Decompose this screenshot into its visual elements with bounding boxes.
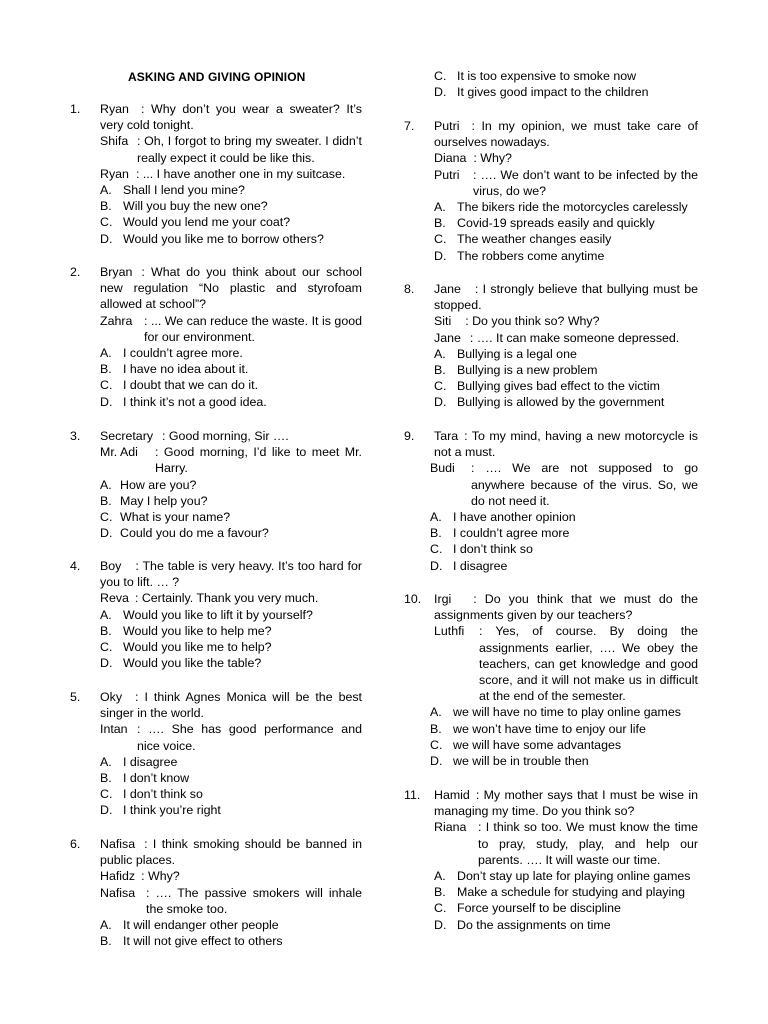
option-letter: A. [100, 183, 112, 198]
option-letter: C. [434, 901, 447, 916]
speaker-name: Intan [100, 722, 128, 737]
option-text: I don’t know [123, 771, 190, 786]
option-text: Force yourself to be discipline [457, 901, 621, 916]
question-5 [70, 689, 362, 819]
option-a[interactable] [100, 754, 362, 770]
speaker-name: Nafisa [100, 837, 136, 851]
option-letter: A. [434, 869, 446, 884]
speaker-name: Tara [434, 429, 459, 443]
dialogue-line [100, 689, 362, 721]
option-letter: D. [100, 526, 113, 541]
option-letter: D. [100, 656, 113, 671]
utterance: : I strongly believe that bullying must be stopped. [434, 282, 698, 313]
dialogue-line [434, 118, 698, 150]
option-letter: C. [100, 640, 113, 655]
option-letter: D. [434, 248, 447, 263]
option-text: Could you do me a favour? [120, 526, 269, 541]
speaker-name: Jane [434, 282, 461, 296]
question-number: 6. [70, 837, 81, 851]
option-letter: D. [434, 85, 447, 100]
speaker-name: Zahra [100, 313, 133, 328]
option-letter: C. [100, 787, 113, 802]
option-text: I couldn’t agree more [453, 526, 570, 541]
speaker-name: Secretary [100, 429, 154, 443]
option-a[interactable] [100, 607, 362, 623]
question-number: 9. [404, 429, 415, 443]
option-letter: C. [100, 378, 113, 393]
dialogue-line [100, 721, 362, 753]
option-d[interactable] [100, 525, 362, 541]
dialogue-line [100, 444, 362, 476]
option-letter: A. [100, 918, 112, 933]
option-b[interactable] [100, 361, 362, 377]
speaker-name: Riana [434, 820, 467, 835]
option-letter: B. [100, 771, 112, 786]
option-text: I think it’s not a good idea. [123, 394, 267, 409]
speaker-name: Hamid [434, 788, 470, 802]
option-letter: B. [100, 362, 112, 377]
option-text: Covid-19 spreads easily and quickly [457, 216, 655, 231]
option-text: The bikers ride the motorcycles carelessly [457, 200, 688, 215]
option-text: Would you like me to borrow others? [123, 231, 324, 246]
dialogue-line [100, 166, 362, 182]
question-1 [70, 101, 362, 247]
option-letter: A. [430, 705, 442, 720]
question-11 [404, 787, 698, 933]
question-6-continued [404, 68, 698, 100]
dialogue-line [434, 330, 698, 346]
question-6 [70, 836, 362, 949]
utterance: : I think Agnes Monica will be the best singer in the world. [100, 690, 362, 721]
option-text: It will endanger other people [123, 918, 279, 933]
option-c[interactable] [100, 639, 362, 655]
question-number: 3. [70, 429, 81, 443]
question-number: 4. [70, 559, 81, 573]
option-text: we will have some advantages [453, 737, 622, 752]
option-text: we will have no time to play online games [453, 705, 681, 720]
speaker-name: Putri [434, 167, 460, 182]
option-letter: A. [100, 607, 112, 622]
option-letter: B. [100, 199, 112, 214]
option-d[interactable] [434, 917, 698, 933]
option-b[interactable] [434, 884, 698, 900]
question-10 [404, 591, 698, 769]
utterance: : I think so too. We must know the time to pray, study, play, and help our parents. …. It will waste our time. [478, 820, 698, 867]
dialogue-line [434, 623, 698, 704]
dialogue-line [434, 591, 698, 623]
dialogue-line [434, 819, 698, 868]
speaker-name: Siti [434, 314, 452, 329]
option-letter: C. [100, 510, 113, 525]
dialogue-line [100, 836, 362, 868]
dialogue-line [434, 313, 698, 329]
dialogue-line [100, 313, 362, 345]
option-letter: A. [100, 346, 112, 361]
option-letter: A. [100, 477, 112, 492]
option-b[interactable] [434, 362, 698, 378]
option-d[interactable] [434, 248, 698, 264]
dialogue-line [100, 885, 362, 917]
utterance: : In my opinion, we must take care of ourselves nowadays. [434, 119, 698, 150]
dialogue-line [100, 101, 362, 133]
utterance: : Why? [473, 151, 512, 166]
option-letter: C. [100, 215, 113, 230]
option-a[interactable] [434, 346, 698, 362]
speaker-name: Ryan [100, 102, 129, 116]
option-text: Do the assignments on time [457, 917, 611, 932]
dialogue-line [100, 558, 362, 590]
option-text: Bullying is allowed by the government [457, 395, 665, 410]
utterance: : Why? [141, 869, 180, 884]
option-letter: A. [434, 346, 446, 361]
option-letter: C. [434, 69, 447, 83]
option-d[interactable] [430, 753, 698, 769]
option-letter: D. [430, 754, 443, 769]
question-4 [70, 558, 362, 671]
option-letter: A. [100, 754, 112, 769]
option-d[interactable] [100, 394, 362, 410]
utterance: : …. The passive smokers will inhale the smoke too. [146, 885, 362, 916]
page-title: ASKING AND GIVING OPINION [128, 70, 306, 84]
option-text: we won’t have time to enjoy our life [453, 721, 646, 736]
question-number: 11. [404, 788, 421, 802]
option-text: I don’t think so [453, 542, 533, 557]
speaker-name: Nafisa [100, 885, 136, 900]
option-text: Bullying is a legal one [457, 346, 577, 361]
option-text: Bullying gives bad effect to the victim [457, 379, 660, 394]
option-d[interactable] [434, 394, 698, 410]
option-a[interactable] [100, 182, 362, 198]
option-a[interactable] [434, 868, 698, 884]
option-text: Would you like to lift it by yourself? [123, 607, 313, 622]
speaker-name: Ryan [100, 166, 129, 181]
option-b[interactable] [100, 770, 362, 786]
option-text: Don’t stay up late for playing online games [457, 869, 691, 884]
option-b[interactable] [100, 493, 362, 509]
option-a[interactable] [430, 704, 698, 720]
utterance: : Oh, I forgot to bring my sweater. I didn’t really expect it could be like this. [137, 134, 362, 165]
option-letter: C. [430, 737, 443, 752]
speaker-name: Irgi [434, 592, 452, 606]
utterance: : …. She has good performance and nice voice. [137, 722, 362, 753]
option-d[interactable] [100, 802, 362, 818]
utterance: : To my mind, having a new motorcycle is not a must. [434, 429, 698, 460]
speaker-name: Mr. Adi [100, 445, 138, 460]
question-2 [70, 264, 362, 410]
utterance: : Yes, of course. By doing the assignments earlier, …. We obey the teachers, can get knowledge and good score, and it will not make us in difficult at the end of the semester. [479, 624, 698, 704]
utterance: : Good morning, I’d like to meet Mr. Harry. [155, 445, 362, 476]
option-letter: B. [100, 623, 112, 638]
utterance: : My mother says that I must be wise in managing my time. Do you think so? [434, 788, 698, 819]
utterance: : …. It can make someone depressed. [469, 330, 680, 345]
option-b[interactable] [430, 525, 698, 541]
option-text: Shall I lend you mine? [123, 183, 245, 198]
option-text: It gives good impact to the children [457, 85, 649, 100]
option-text: I disagree [123, 754, 178, 769]
option-text: I doubt that we can do it. [123, 378, 259, 393]
option-b[interactable] [100, 198, 362, 214]
utterance: : Certainly. Thank you very much. [134, 591, 319, 606]
option-text: May I help you? [120, 493, 208, 508]
option-b[interactable] [100, 933, 362, 949]
option-c[interactable] [434, 900, 698, 916]
option-letter: B. [100, 934, 112, 949]
option-d[interactable] [100, 655, 362, 671]
option-letter: B. [434, 216, 446, 231]
option-c[interactable] [434, 231, 698, 247]
dialogue-line [100, 264, 362, 313]
option-a[interactable] [430, 509, 698, 525]
dialogue-line [434, 281, 698, 313]
speaker-name: Reva [100, 591, 129, 606]
option-text: How are you? [120, 477, 197, 492]
option-c[interactable] [100, 786, 362, 802]
option-letter: B. [430, 526, 442, 541]
dialogue-line [100, 133, 362, 165]
speaker-name: Oky [100, 690, 123, 704]
option-letter: A. [434, 200, 446, 215]
utterance: : ... I have another one in my suitcase. [135, 166, 346, 181]
option-text: Bullying is a new problem [457, 363, 598, 378]
speaker-name: Bryan [100, 265, 133, 279]
utterance: : Do you think so? Why? [465, 314, 600, 329]
dialogue-line [100, 590, 362, 606]
option-text: Would you like to help me? [123, 623, 272, 638]
utterance: : ... We can reduce the waste. It is good for our environment. [144, 313, 362, 344]
speaker-name: Putri [434, 119, 460, 133]
dialogue-line [434, 787, 698, 819]
question-8 [404, 281, 698, 411]
dialogue-line [434, 428, 698, 460]
question-7 [404, 118, 698, 264]
option-letter: D. [100, 231, 113, 246]
question-number: 8. [404, 282, 415, 296]
utterance: : …. We are not supposed to go anywhere because of the virus. So, we do not need it. [471, 461, 698, 508]
option-text: I think you’re right [123, 803, 221, 818]
option-c[interactable] [430, 737, 698, 753]
option-letter: C. [434, 232, 447, 247]
option-text: I have no idea about it. [123, 362, 249, 377]
option-b[interactable] [430, 721, 698, 737]
option-letter: B. [434, 885, 446, 900]
option-a[interactable] [100, 917, 362, 933]
option-text: I don’t think so [123, 787, 203, 802]
option-c[interactable] [100, 377, 362, 393]
utterance: : Do you think that we must do the assignments given by our teachers? [434, 592, 698, 623]
option-d[interactable] [100, 231, 362, 247]
question-number: 7. [404, 119, 415, 133]
option-letter: D. [100, 803, 113, 818]
dialogue-line [100, 428, 362, 444]
option-c[interactable] [434, 68, 698, 84]
speaker-name: Luthfi [434, 624, 465, 639]
option-text: The robbers come anytime [457, 248, 605, 263]
option-d[interactable] [434, 84, 698, 100]
question-number: 5. [70, 690, 81, 704]
dialogue-line [100, 868, 362, 884]
option-text: we will be in trouble then [453, 754, 589, 769]
question-number: 1. [70, 102, 81, 116]
option-text: It will not give effect to others [123, 934, 283, 949]
option-text: Make a schedule for studying and playing [457, 885, 685, 900]
question-9 [404, 428, 698, 574]
option-text: Would you lend me your coat? [123, 215, 291, 230]
question-3 [70, 428, 362, 541]
option-c[interactable] [434, 378, 698, 394]
option-text: The weather changes easily [457, 232, 612, 247]
option-c[interactable] [100, 509, 362, 525]
option-letter: D. [430, 558, 443, 573]
option-letter: C. [434, 379, 447, 394]
option-c[interactable] [100, 214, 362, 230]
option-text: I disagree [453, 558, 508, 573]
option-text: Will you buy the new one? [123, 199, 268, 214]
speaker-name: Jane [434, 330, 461, 345]
option-text: I couldn’t agree more. [123, 346, 243, 361]
option-letter: D. [434, 917, 447, 932]
utterance: : I think smoking should be banned in public places. [100, 837, 362, 868]
speaker-name: Diana [434, 151, 467, 166]
option-text: I have another opinion [453, 510, 576, 525]
option-letter: C. [430, 542, 443, 557]
utterance: : …. We don’t want to be infected by the virus, do we? [473, 167, 698, 198]
option-letter: D. [434, 395, 447, 410]
speaker-name: Shifa [100, 134, 129, 149]
dialogue-line [434, 150, 698, 166]
option-d[interactable] [430, 558, 698, 574]
option-a[interactable] [434, 199, 698, 215]
option-letter: B. [430, 721, 442, 736]
option-text: Would you like me to help? [123, 640, 272, 655]
option-c[interactable] [430, 541, 698, 557]
option-text: What is your name? [120, 510, 231, 525]
question-number: 2. [70, 265, 81, 279]
question-number: 10. [404, 592, 422, 606]
dialogue-line [434, 167, 698, 199]
option-letter: D. [100, 394, 113, 409]
option-b[interactable] [434, 215, 698, 231]
option-a[interactable] [100, 345, 362, 361]
utterance: : Why don’t you wear a sweater? It’s very cold tonight. [100, 102, 362, 133]
utterance: : The table is very heavy. It’s too hard for you to lift. … ? [100, 559, 362, 590]
utterance: : Good morning, Sir …. [162, 429, 289, 443]
speaker-name: Budi [430, 461, 455, 476]
option-text: It is too expensive to smoke now [457, 69, 637, 83]
option-letter: A. [430, 510, 442, 525]
option-text: Would you like the table? [123, 656, 262, 671]
speaker-name: Boy [100, 559, 122, 573]
option-letter: B. [434, 363, 446, 378]
utterance: : What do you think about our school new regulation “No plastic and styrofoam allowed at school”? [100, 265, 362, 312]
option-a[interactable] [100, 477, 362, 493]
speaker-name: Hafidz [100, 869, 136, 884]
option-letter: B. [100, 493, 112, 508]
option-b[interactable] [100, 623, 362, 639]
dialogue-line [430, 460, 698, 509]
